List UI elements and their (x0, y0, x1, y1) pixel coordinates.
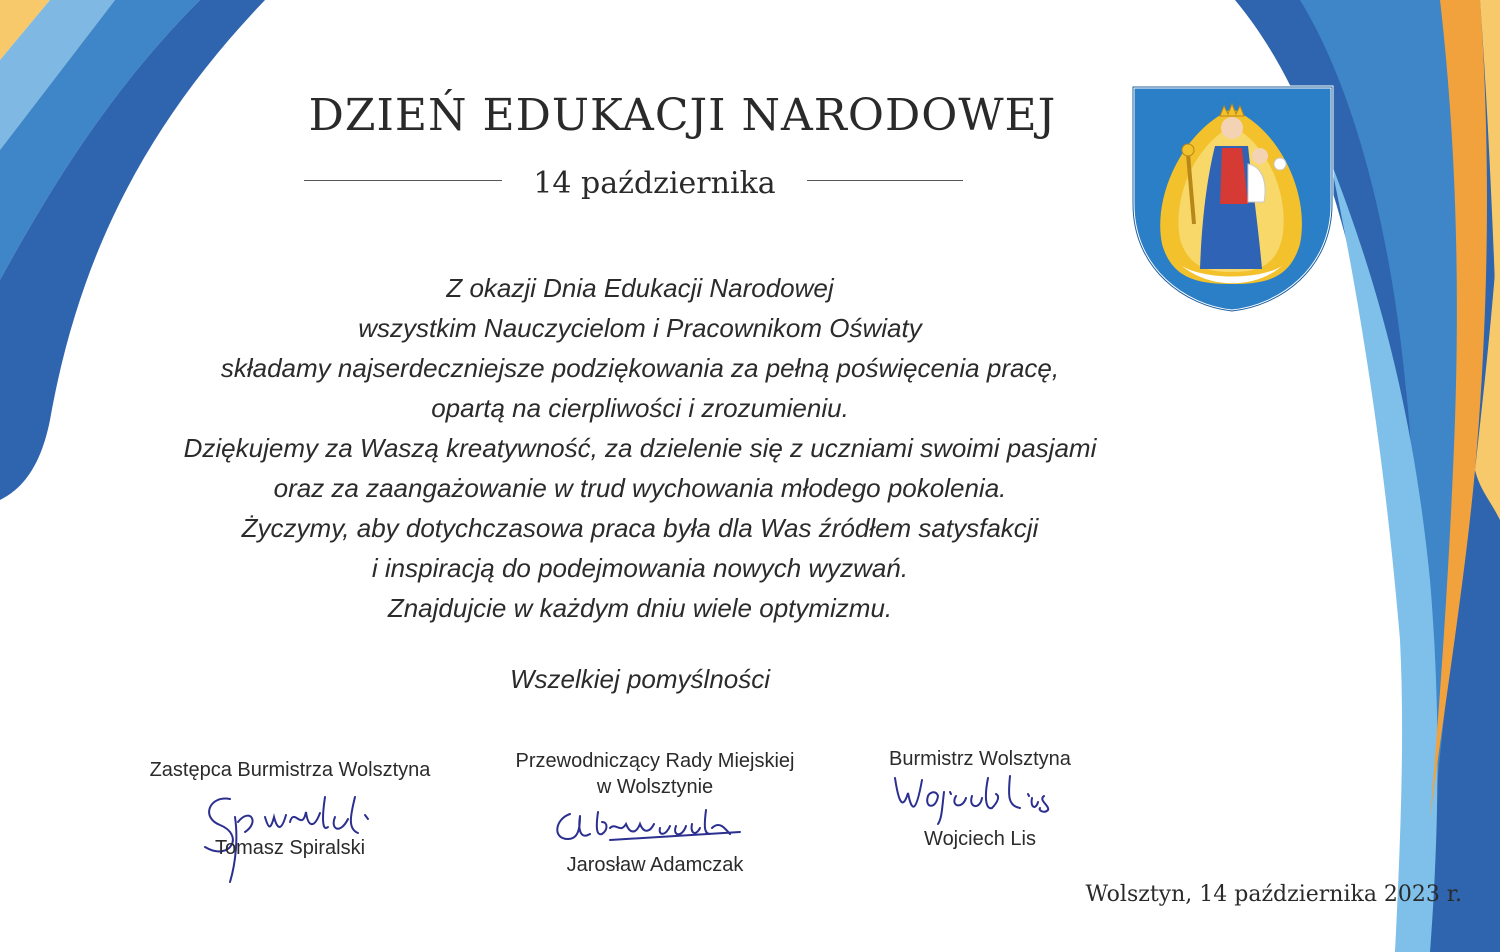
signatory-name: Tomasz Spiralski (214, 837, 366, 859)
handwritten-signature-icon (880, 768, 1080, 828)
handwritten-signature-icon (550, 804, 760, 849)
divider-right (807, 180, 963, 181)
handwritten-signature-icon (190, 777, 390, 887)
message-line: Znajdujcie w każdym dniu wiele optymizmu. (387, 593, 893, 623)
message-line: Z okazji Dnia Edukacji Narodowej (446, 273, 834, 303)
message-line: opartą na cierpliwości i zrozumieniu. (431, 393, 849, 423)
signatory-role: Burmistrz Wolsztyna (889, 748, 1071, 770)
date-heading (300, 166, 965, 206)
signatory-name: Jarosław Adamczak (566, 854, 744, 876)
signatory-name: Wojciech Lis (924, 828, 1036, 850)
coat-of-arms-icon (1130, 84, 1335, 314)
closing-wish: Wszelkiej pomyślności (509, 664, 771, 694)
signatory-role-line2: w Wolsztynie (596, 776, 714, 798)
greeting-message (130, 268, 1150, 628)
signatory-role-line1: Przewodniczący Rady Miejskiej (515, 750, 795, 772)
message-line: oraz za zaangażowanie w trud wychowania młodego pokolenia. (273, 473, 1007, 503)
signature-block-council-chairman (490, 748, 820, 883)
message-line: wszystkim Nauczycielom i Pracownikom Oświaty (358, 313, 922, 343)
message-line: i inspiracją do podejmowania nowych wyzwań. (371, 553, 909, 583)
signature-block-deputy-mayor (130, 757, 450, 887)
place-and-date: Wolsztyn, 14 października 2023 r. (1085, 882, 1462, 907)
divider-left (304, 180, 502, 181)
message-line: składamy najserdeczniejsze podziękowania za pełną poświęcenia pracę, (220, 353, 1060, 383)
message-line: Dziękujemy za Waszą kreatywność, za dzielenie się z uczniami swoimi pasjami (183, 433, 1097, 463)
signature-block-mayor (860, 746, 1100, 856)
date-subtitle: 14 października (533, 166, 776, 201)
message-line: Życzymy, aby dotychczasowa praca była dla Was źródłem satysfakcji (241, 513, 1039, 543)
signatory-role: Zastępca Burmistrza Wolsztyna (149, 759, 431, 781)
page-title: DZIEŃ EDUKACJI NARODOWEJ (308, 90, 1057, 141)
